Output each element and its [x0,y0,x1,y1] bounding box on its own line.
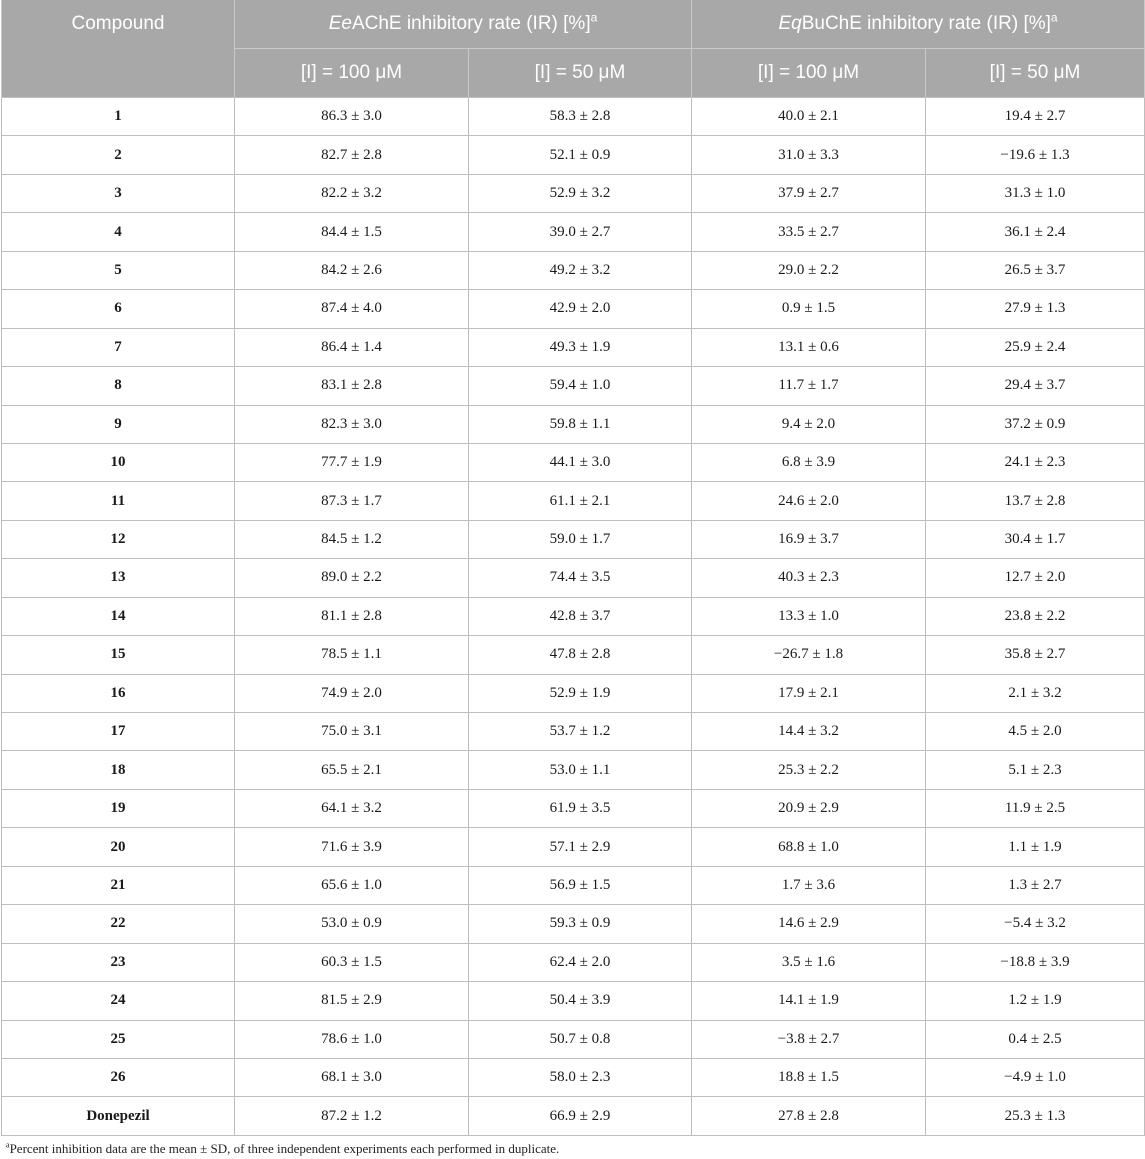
compound-cell: 10 [2,443,235,481]
table-row [2,174,1145,212]
value-cell: 27.8 ± 2.8 [692,1097,926,1135]
value-cell: 0.4 ± 2.5 [926,1020,1145,1058]
eeache-100-header: [I] = 100 μM [235,49,469,98]
compound-cell: 24 [2,982,235,1020]
compound-cell: 13 [2,559,235,597]
value-cell: 81.1 ± 2.8 [235,597,469,635]
value-cell: 86.3 ± 3.0 [235,98,469,136]
table-row [2,905,1145,943]
value-cell: 68.1 ± 3.0 [235,1058,469,1096]
value-cell: 24.6 ± 2.0 [692,482,926,520]
value-cell: 77.7 ± 1.9 [235,443,469,481]
value-cell: 29.0 ± 2.2 [692,251,926,289]
eqbuche-100-header: [I] = 100 μM [692,49,926,98]
compound-cell: 23 [2,943,235,981]
value-cell: 65.5 ± 2.1 [235,751,469,789]
compound-cell: 18 [2,751,235,789]
eeache-header-sup: a [590,10,598,25]
eqbuche-header-text: BuChE inhibitory rate (IR) [%] [801,13,1051,34]
compound-cell: 19 [2,789,235,827]
value-cell: 49.2 ± 3.2 [469,251,692,289]
value-cell: 84.5 ± 1.2 [235,520,469,558]
table-row [2,674,1145,712]
value-cell: 12.7 ± 2.0 [926,559,1145,597]
compound-cell: Donepezil [2,1097,235,1135]
value-cell: 47.8 ± 2.8 [469,636,692,674]
value-cell: 30.4 ± 1.7 [926,520,1145,558]
value-cell: 50.7 ± 0.8 [469,1020,692,1058]
value-cell: 40.3 ± 2.3 [692,559,926,597]
table-row [2,636,1145,674]
value-cell: 0.9 ± 1.5 [692,290,926,328]
value-cell: 87.2 ± 1.2 [235,1097,469,1135]
value-cell: 26.5 ± 3.7 [926,251,1145,289]
value-cell: 23.8 ± 2.2 [926,597,1145,635]
value-cell: 53.0 ± 1.1 [469,751,692,789]
table-row [2,828,1145,866]
value-cell: 27.9 ± 1.3 [926,290,1145,328]
compound-cell: 12 [2,520,235,558]
eeache-header-prefix: Ee [328,13,352,34]
footnote-text: Percent inhibition data are the mean ± SD, of three independent experiments each performed in duplicate. [9,1141,560,1156]
table-row [2,520,1145,558]
compound-cell: 11 [2,482,235,520]
value-cell: 53.7 ± 1.2 [469,713,692,751]
table-row [2,405,1145,443]
value-cell: 71.6 ± 3.9 [235,828,469,866]
inhibition-table [1,0,1145,1136]
table-row [2,251,1145,289]
table-row [2,713,1145,751]
eeache-header [235,0,692,49]
footnote [6,1141,559,1157]
table-row [2,866,1145,904]
value-cell: 13.1 ± 0.6 [692,328,926,366]
eqbuche-50-header: [I] = 50 μM [926,49,1145,98]
value-cell: 78.6 ± 1.0 [235,1020,469,1058]
value-cell: 89.0 ± 2.2 [235,559,469,597]
value-cell: 5.1 ± 2.3 [926,751,1145,789]
compound-cell: 2 [2,136,235,174]
value-cell: 50.4 ± 3.9 [469,982,692,1020]
compound-cell: 17 [2,713,235,751]
footnote-marker: a [6,1140,10,1150]
value-cell: 59.4 ± 1.0 [469,367,692,405]
value-cell: 14.6 ± 2.9 [692,905,926,943]
compound-cell: 7 [2,328,235,366]
table-row [2,1020,1145,1058]
value-cell: 65.6 ± 1.0 [235,866,469,904]
compound-cell: 26 [2,1058,235,1096]
table-row [2,943,1145,981]
value-cell: 84.4 ± 1.5 [235,213,469,251]
value-cell: 52.9 ± 3.2 [469,174,692,212]
table-row [2,367,1145,405]
value-cell: 9.4 ± 2.0 [692,405,926,443]
table-row [2,290,1145,328]
compound-cell: 25 [2,1020,235,1058]
value-cell: 59.8 ± 1.1 [469,405,692,443]
value-cell: 13.3 ± 1.0 [692,597,926,635]
compound-cell: 15 [2,636,235,674]
table-row [2,213,1145,251]
value-cell: 59.3 ± 0.9 [469,905,692,943]
value-cell: 36.1 ± 2.4 [926,213,1145,251]
compound-cell: 1 [2,98,235,136]
value-cell: 66.9 ± 2.9 [469,1097,692,1135]
value-cell: 52.9 ± 1.9 [469,674,692,712]
value-cell: 17.9 ± 2.1 [692,674,926,712]
value-cell: −5.4 ± 3.2 [926,905,1145,943]
value-cell: 1.2 ± 1.9 [926,982,1145,1020]
value-cell: 62.4 ± 2.0 [469,943,692,981]
value-cell: 1.7 ± 3.6 [692,866,926,904]
table-row [2,98,1145,136]
value-cell: 16.9 ± 3.7 [692,520,926,558]
value-cell: 82.3 ± 3.0 [235,405,469,443]
compound-header: Compound [2,0,235,98]
compound-cell: 22 [2,905,235,943]
value-cell: −18.8 ± 3.9 [926,943,1145,981]
value-cell: 74.9 ± 2.0 [235,674,469,712]
value-cell: 40.0 ± 2.1 [692,98,926,136]
value-cell: 37.2 ± 0.9 [926,405,1145,443]
compound-cell: 21 [2,866,235,904]
value-cell: 52.1 ± 0.9 [469,136,692,174]
value-cell: 82.2 ± 3.2 [235,174,469,212]
value-cell: 87.4 ± 4.0 [235,290,469,328]
value-cell: 64.1 ± 3.2 [235,789,469,827]
table-row [2,1058,1145,1096]
value-cell: 25.9 ± 2.4 [926,328,1145,366]
value-cell: 74.4 ± 3.5 [469,559,692,597]
compound-cell: 8 [2,367,235,405]
value-cell: 56.9 ± 1.5 [469,866,692,904]
table-row [2,982,1145,1020]
value-cell: 57.1 ± 2.9 [469,828,692,866]
table-body [2,98,1145,1136]
eeache-50-header: [I] = 50 μM [469,49,692,98]
value-cell: 25.3 ± 1.3 [926,1097,1145,1135]
value-cell: 33.5 ± 2.7 [692,213,926,251]
value-cell: 31.0 ± 3.3 [692,136,926,174]
value-cell: 18.8 ± 1.5 [692,1058,926,1096]
compound-cell: 6 [2,290,235,328]
value-cell: 84.2 ± 2.6 [235,251,469,289]
value-cell: 3.5 ± 1.6 [692,943,926,981]
value-cell: 42.9 ± 2.0 [469,290,692,328]
value-cell: 11.9 ± 2.5 [926,789,1145,827]
value-cell: 14.4 ± 3.2 [692,713,926,751]
compound-cell: 16 [2,674,235,712]
value-cell: −3.8 ± 2.7 [692,1020,926,1058]
eeache-header-text: AChE inhibitory rate (IR) [%] [351,13,591,34]
value-cell: 1.1 ± 1.9 [926,828,1145,866]
compound-cell: 14 [2,597,235,635]
eqbuche-header [692,0,1145,49]
value-cell: 82.7 ± 2.8 [235,136,469,174]
value-cell: 75.0 ± 3.1 [235,713,469,751]
table-row [2,443,1145,481]
compound-cell: 5 [2,251,235,289]
value-cell: 24.1 ± 2.3 [926,443,1145,481]
value-cell: 1.3 ± 2.7 [926,866,1145,904]
value-cell: 2.1 ± 3.2 [926,674,1145,712]
value-cell: 19.4 ± 2.7 [926,98,1145,136]
value-cell: 42.8 ± 3.7 [469,597,692,635]
table-row [2,136,1145,174]
value-cell: 53.0 ± 0.9 [235,905,469,943]
header-row-groups [2,0,1145,49]
value-cell: −19.6 ± 1.3 [926,136,1145,174]
value-cell: 37.9 ± 2.7 [692,174,926,212]
value-cell: 44.1 ± 3.0 [469,443,692,481]
value-cell: 58.0 ± 2.3 [469,1058,692,1096]
compound-cell: 20 [2,828,235,866]
value-cell: 58.3 ± 2.8 [469,98,692,136]
compound-cell: 4 [2,213,235,251]
value-cell: −4.9 ± 1.0 [926,1058,1145,1096]
table-row [2,751,1145,789]
compound-cell: 3 [2,174,235,212]
value-cell: 86.4 ± 1.4 [235,328,469,366]
value-cell: 39.0 ± 2.7 [469,213,692,251]
value-cell: 81.5 ± 2.9 [235,982,469,1020]
value-cell: 13.7 ± 2.8 [926,482,1145,520]
value-cell: 6.8 ± 3.9 [692,443,926,481]
table-row [2,597,1145,635]
table-row [2,482,1145,520]
value-cell: 87.3 ± 1.7 [235,482,469,520]
value-cell: 68.8 ± 1.0 [692,828,926,866]
value-cell: 25.3 ± 2.2 [692,751,926,789]
table-row [2,1097,1145,1135]
value-cell: 60.3 ± 1.5 [235,943,469,981]
value-cell: −26.7 ± 1.8 [692,636,926,674]
value-cell: 4.5 ± 2.0 [926,713,1145,751]
value-cell: 61.1 ± 2.1 [469,482,692,520]
value-cell: 14.1 ± 1.9 [692,982,926,1020]
value-cell: 59.0 ± 1.7 [469,520,692,558]
value-cell: 78.5 ± 1.1 [235,636,469,674]
value-cell: 29.4 ± 3.7 [926,367,1145,405]
value-cell: 35.8 ± 2.7 [926,636,1145,674]
value-cell: 11.7 ± 1.7 [692,367,926,405]
table-row [2,789,1145,827]
value-cell: 83.1 ± 2.8 [235,367,469,405]
value-cell: 61.9 ± 3.5 [469,789,692,827]
value-cell: 31.3 ± 1.0 [926,174,1145,212]
table-row [2,328,1145,366]
compound-cell: 9 [2,405,235,443]
value-cell: 49.3 ± 1.9 [469,328,692,366]
eqbuche-header-sup: a [1050,10,1058,25]
value-cell: 20.9 ± 2.9 [692,789,926,827]
table-row [2,559,1145,597]
eqbuche-header-prefix: Eq [778,13,802,34]
